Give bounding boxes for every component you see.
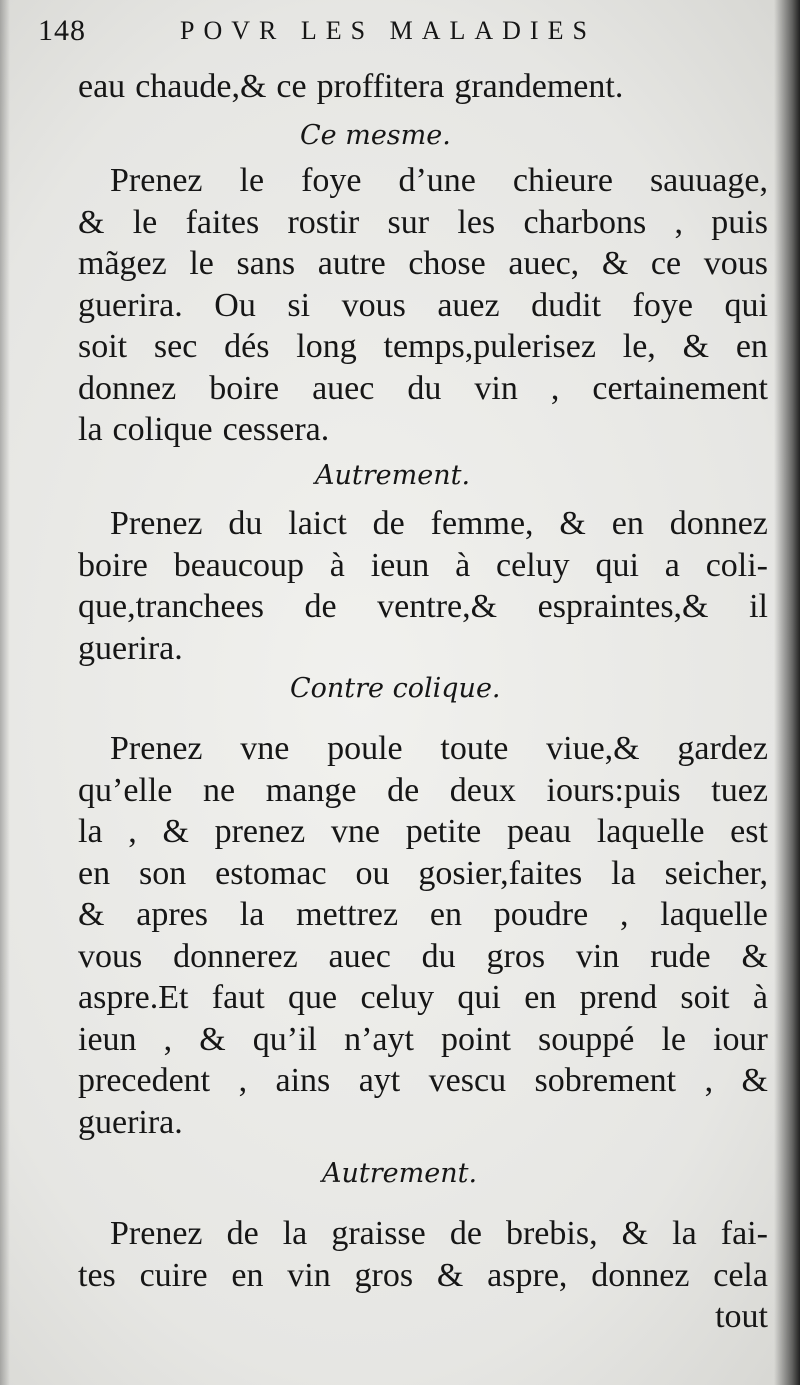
text-line <box>78 1296 768 1338</box>
text-line <box>78 1060 768 1102</box>
word: donnez <box>78 369 177 407</box>
word: en <box>735 328 768 365</box>
word: donnez <box>669 505 768 542</box>
word: laquelle <box>596 813 705 850</box>
word: chieure <box>512 162 613 199</box>
word: charbons <box>523 203 647 241</box>
word: son <box>139 854 187 892</box>
text-line <box>78 243 768 285</box>
section-heading: Ce mesme. <box>300 120 451 151</box>
word: ce <box>650 245 682 282</box>
word: la <box>672 1215 697 1252</box>
text-line <box>78 1102 768 1144</box>
word: du <box>407 369 442 407</box>
word: estomac <box>215 854 327 892</box>
word: mettrez <box>296 896 399 933</box>
word: mange <box>265 771 357 809</box>
word: espraintes,& <box>537 588 709 625</box>
word: le <box>189 245 214 282</box>
word: toute <box>440 730 509 767</box>
text-line <box>78 770 768 812</box>
word: vne <box>330 813 381 850</box>
section-heading: Autrement. <box>315 460 471 491</box>
word: dudit <box>531 286 602 324</box>
word: celuy <box>360 979 435 1016</box>
word: auec <box>328 937 391 975</box>
word: auec, <box>508 245 580 282</box>
word: vous <box>341 286 406 324</box>
word: sec <box>153 328 198 365</box>
word: point <box>441 1020 511 1058</box>
paragraph-remedy-2 <box>78 503 768 669</box>
word: d’une <box>398 162 476 199</box>
word: faut <box>211 979 265 1016</box>
word: ieun <box>370 546 430 584</box>
text-line <box>78 160 768 202</box>
text-line <box>78 586 768 628</box>
word: boire <box>209 369 280 407</box>
word: sur <box>387 203 430 241</box>
word: cela <box>713 1256 768 1294</box>
word: tuez <box>711 771 768 809</box>
word: , <box>238 1062 248 1099</box>
word: poudre <box>493 896 589 933</box>
word: , <box>550 369 560 407</box>
word: la <box>78 411 103 448</box>
word: qu’elle <box>78 771 173 809</box>
word: proffitera <box>316 68 445 105</box>
text-line <box>78 202 768 244</box>
word: de <box>387 771 420 809</box>
word: graisse <box>331 1215 426 1252</box>
text-line <box>78 936 768 978</box>
word: en <box>524 979 557 1016</box>
word: vin <box>287 1256 331 1294</box>
word: iours:puis <box>546 771 681 809</box>
word: , <box>619 896 629 933</box>
word: ventre,& <box>377 588 498 625</box>
section-heading: Contre colique. <box>290 673 501 704</box>
text-line <box>78 894 768 936</box>
word: aspre, <box>487 1256 568 1294</box>
catchword: tout <box>715 1298 768 1335</box>
text-line <box>78 1213 768 1255</box>
word: du <box>421 937 456 975</box>
word: vin <box>575 937 620 975</box>
word: le <box>661 1020 687 1058</box>
word: seicher, <box>664 854 768 892</box>
word: Ou <box>214 286 256 324</box>
running-head: POVR LES MALADIES <box>180 16 596 45</box>
word: , <box>163 1020 173 1058</box>
word: & <box>741 1062 768 1099</box>
word: la <box>239 896 265 933</box>
word: boire <box>78 546 148 584</box>
page-number: 148 <box>38 14 86 47</box>
word: sauuage, <box>649 162 768 199</box>
word: & <box>199 1020 226 1058</box>
word: vescu <box>428 1062 507 1099</box>
word: poule <box>327 730 403 767</box>
word: gros <box>354 1256 414 1294</box>
word: les <box>457 203 496 241</box>
word: donnerez <box>173 937 298 975</box>
word: que <box>288 979 338 1016</box>
word: vne <box>240 730 290 767</box>
text-line <box>78 1255 768 1297</box>
text-line <box>78 368 768 410</box>
word: souppé <box>538 1020 635 1058</box>
word: foye <box>632 286 693 324</box>
word: ne <box>203 771 236 809</box>
word: & <box>741 937 768 975</box>
word: femme, <box>430 505 534 542</box>
word: ains <box>275 1062 331 1099</box>
word: à <box>329 546 345 584</box>
word: la <box>611 854 636 892</box>
word: chose <box>408 245 486 282</box>
word: la <box>78 813 103 850</box>
word: en <box>429 896 462 933</box>
word: laict <box>288 505 347 542</box>
word: auec <box>312 369 375 407</box>
word: ayt <box>358 1062 401 1099</box>
text-line <box>78 728 768 770</box>
word: dés <box>224 328 270 365</box>
paragraph-continuation <box>78 66 768 108</box>
word: & <box>682 328 710 365</box>
word: & <box>436 1256 464 1294</box>
word: sobrement <box>534 1062 677 1099</box>
word: precedent <box>78 1062 211 1099</box>
word: Prenez <box>110 1215 203 1252</box>
word: , <box>674 203 683 241</box>
word: soit <box>680 979 730 1016</box>
word: du <box>228 505 263 542</box>
section-heading: Autrement. <box>322 1158 478 1189</box>
word: qui <box>457 979 501 1016</box>
text-line <box>78 1019 768 1061</box>
text-line <box>78 545 768 587</box>
word: de <box>449 1215 482 1252</box>
page-edge-shadow <box>0 0 10 1385</box>
word: en <box>231 1256 264 1294</box>
word: qu’il <box>252 1020 317 1058</box>
word: & <box>78 896 105 933</box>
word: rostir <box>287 203 360 241</box>
word: & <box>162 813 189 850</box>
word: vous <box>703 245 768 282</box>
word: guerira. <box>78 1103 183 1141</box>
word: deux <box>449 771 516 809</box>
word: brebis, <box>505 1215 598 1252</box>
gutter-shadow <box>774 0 800 1385</box>
text-line <box>78 628 768 670</box>
word: faites <box>185 203 260 241</box>
word: vin <box>474 369 518 407</box>
paragraph-remedy-1 <box>78 160 768 451</box>
word: celuy <box>496 546 570 584</box>
word: à <box>752 979 768 1016</box>
word: temps,pulerisez <box>383 328 596 365</box>
word: foye <box>301 162 362 199</box>
word: est <box>730 813 768 850</box>
text-line <box>78 409 768 451</box>
word: de <box>304 588 337 625</box>
word: , <box>704 1062 714 1099</box>
word: ou <box>355 854 390 892</box>
word: ieun <box>78 1020 137 1058</box>
word: fai- <box>720 1215 768 1252</box>
word: puis <box>711 203 768 241</box>
text-line <box>78 811 768 853</box>
word: en <box>78 854 111 892</box>
word: à <box>455 546 471 584</box>
word: autre <box>317 245 386 282</box>
word: cessera. <box>222 411 330 448</box>
word: guerira. <box>78 286 183 324</box>
word: gros <box>486 937 546 975</box>
word: coli- <box>705 546 768 584</box>
text-line <box>78 977 768 1019</box>
text-line <box>78 285 768 327</box>
word: certainement <box>592 369 768 407</box>
word: cuire <box>139 1256 208 1294</box>
word: si <box>287 286 311 324</box>
word: le, <box>622 328 656 365</box>
word: tes <box>78 1256 116 1294</box>
word: sans <box>236 245 296 282</box>
word: long <box>296 328 357 365</box>
word: Prenez <box>110 162 203 199</box>
word: il <box>749 588 768 625</box>
word: prend <box>579 979 658 1016</box>
word: mãgez <box>78 245 167 282</box>
text-line <box>78 326 768 368</box>
word: colique <box>112 411 213 448</box>
word: en <box>611 505 644 542</box>
word: , <box>128 813 137 850</box>
page-header <box>30 14 770 54</box>
word: & <box>621 1215 649 1252</box>
word: grandement. <box>454 68 624 105</box>
word: iour <box>713 1020 768 1058</box>
word: guerira. <box>78 629 183 667</box>
word: Prenez <box>110 505 203 542</box>
word: le <box>132 203 158 241</box>
word: & <box>78 203 105 241</box>
word: & <box>559 505 586 542</box>
word: gosier,faites <box>418 854 583 892</box>
word: que,tranchees <box>78 588 264 625</box>
word: n’ayt <box>344 1020 414 1058</box>
word: rude <box>650 937 711 975</box>
word: petite <box>405 813 482 850</box>
word: qui <box>595 546 639 584</box>
word: de <box>226 1215 259 1252</box>
word: la <box>282 1215 308 1252</box>
word: donnez <box>591 1256 690 1294</box>
word: vous <box>78 937 143 975</box>
word: qui <box>724 286 768 324</box>
word: ce <box>276 68 307 105</box>
word: de <box>372 505 405 542</box>
word: eau <box>78 68 126 105</box>
word: chaude,& <box>135 68 267 105</box>
word: & <box>601 245 629 282</box>
word: Prenez <box>110 730 203 767</box>
text-line <box>78 66 768 108</box>
paragraph-remedy-4 <box>78 1213 768 1338</box>
word: peau <box>506 813 572 850</box>
word: auez <box>437 286 500 324</box>
text-line <box>78 503 768 545</box>
word: aspre.Et <box>78 979 189 1016</box>
word: prenez <box>214 813 306 850</box>
word: soit <box>78 328 128 365</box>
word: gardez <box>677 730 768 767</box>
word: apres <box>136 896 208 933</box>
word: beaucoup <box>173 546 304 584</box>
word: le <box>239 162 265 199</box>
paragraph-remedy-3 <box>78 728 768 1143</box>
word: viue,& <box>546 730 640 767</box>
text-line <box>78 853 768 895</box>
word: a <box>664 546 680 584</box>
word: laquelle <box>660 896 768 933</box>
